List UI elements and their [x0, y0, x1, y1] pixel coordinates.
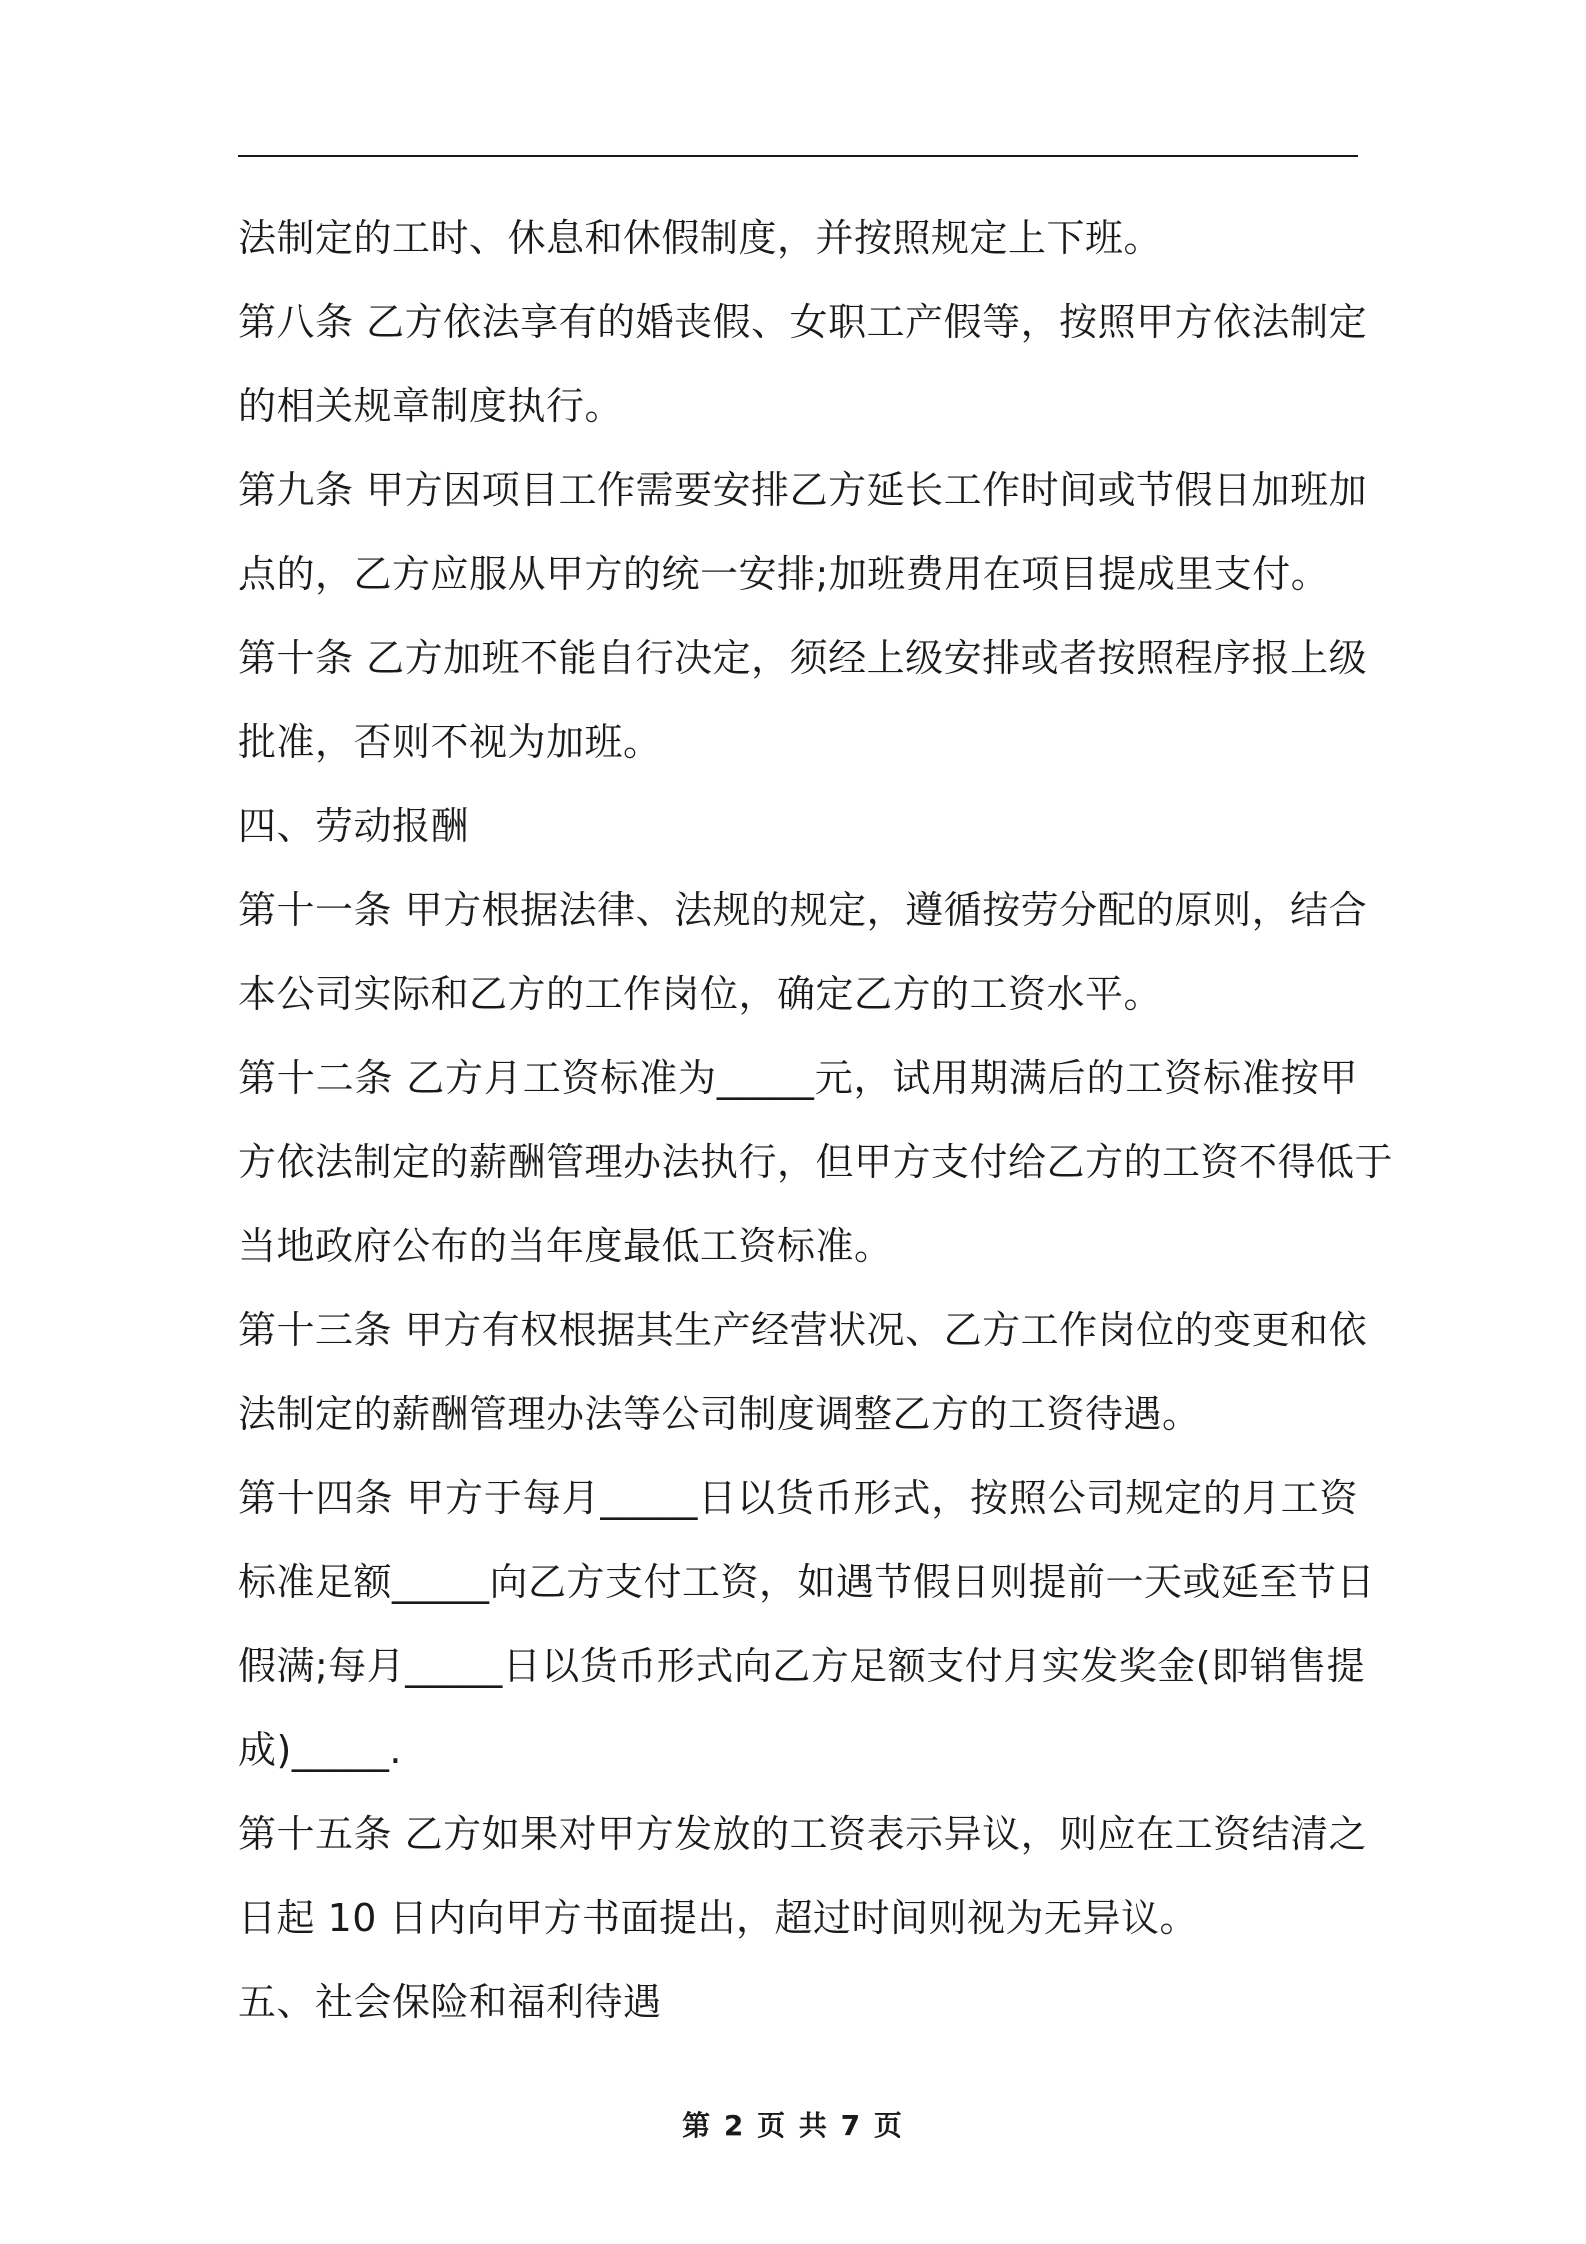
text-line: 法制定的薪酬管理办法等公司制度调整乙方的工资待遇。	[238, 1392, 1201, 1436]
text-line: 标准足额_____向乙方支付工资，如遇节假日则提前一天或延至节日	[238, 1560, 1376, 1604]
header-rule	[238, 155, 1358, 157]
text-line: 成)_____.	[238, 1728, 402, 1772]
text-line: 第十一条 甲方根据法律、法规的规定，遵循按劳分配的原则，结合	[238, 888, 1368, 932]
text-line: 四、劳动报酬	[238, 804, 470, 848]
text-line: 本公司实际和乙方的工作岗位，确定乙方的工资水平。	[238, 972, 1163, 1016]
text-line: 假满;每月_____日以货币形式向乙方足额支付月实发奖金(即销售提	[238, 1644, 1366, 1688]
text-line: 的相关规章制度执行。	[238, 384, 624, 428]
text-line: 第十四条 甲方于每月_____日以货币形式，按照公司规定的月工资	[238, 1476, 1358, 1520]
text-line: 第十三条 甲方有权根据其生产经营状况、乙方工作岗位的变更和依	[238, 1308, 1368, 1352]
text-line: 法制定的工时、休息和休假制度，并按照规定上下班。	[238, 216, 1163, 260]
text-line: 日起 10 日内向甲方书面提出，超过时间则视为无异议。	[238, 1896, 1199, 1940]
text-line: 第十二条 乙方月工资标准为_____元，试用期满后的工资标准按甲	[238, 1056, 1358, 1100]
text-line: 当地政府公布的当年度最低工资标准。	[238, 1224, 893, 1268]
text-line: 批准，否则不视为加班。	[238, 720, 662, 764]
document-body	[238, 196, 1394, 2044]
text-line: 第八条 乙方依法享有的婚丧假、女职工产假等，按照甲方依法制定	[238, 300, 1368, 344]
text-line: 第十条 乙方加班不能自行决定，须经上级安排或者按照程序报上级	[238, 636, 1368, 680]
page-number: 第 2 页 共 7 页	[682, 2109, 904, 2142]
text-line: 五、社会保险和福利待遇	[238, 1980, 662, 2024]
text-line: 第九条 甲方因项目工作需要安排乙方延长工作时间或节假日加班加	[238, 468, 1368, 512]
text-line: 方依法制定的薪酬管理办法执行，但甲方支付给乙方的工资不得低于	[238, 1140, 1394, 1184]
text-line: 点的，乙方应服从甲方的统一安排;加班费用在项目提成里支付。	[238, 552, 1330, 596]
text-line: 第十五条 乙方如果对甲方发放的工资表示异议，则应在工资结清之	[238, 1812, 1368, 1856]
